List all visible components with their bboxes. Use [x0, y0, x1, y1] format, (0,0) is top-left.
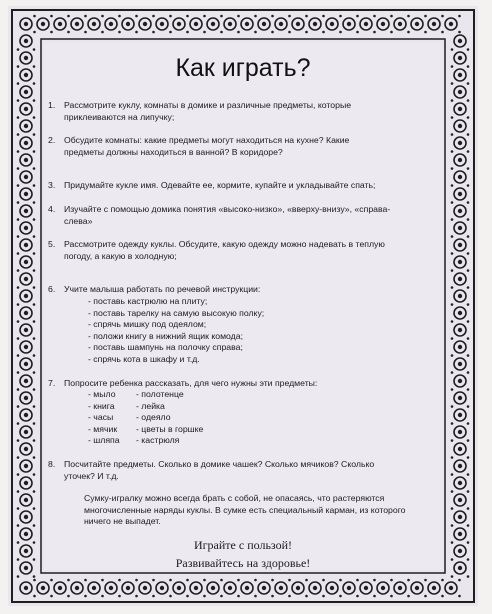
item-number: 4.	[48, 203, 56, 214]
item-line: Рассмотрите одежду куклы. Обсудите, какую одежду можно надевать в теплую	[64, 239, 385, 250]
note-line: многочисленные наряды куклы. В сумке есть специальный карман, из которого	[84, 504, 406, 515]
item-line: Посчитайте предметы. Сколько в домике чашек? Сколько мячиков? Сколько	[64, 459, 375, 470]
content-area	[44, 42, 442, 570]
object-left: - мыло	[88, 389, 116, 400]
object-left: - мячик	[88, 423, 118, 434]
object-right: - лейка	[136, 400, 165, 411]
object-pair	[88, 424, 440, 436]
list-item	[48, 239, 440, 262]
sub-item: - поставь тарелку на самую высокую полку;	[88, 307, 265, 318]
sub-item: - положи книгу в нижний ящик комода;	[88, 330, 243, 341]
object-pair	[88, 412, 440, 424]
object-pair	[88, 401, 440, 413]
closing-wishes	[44, 536, 442, 572]
object-left: - часы	[88, 412, 114, 423]
instruction-list	[48, 100, 440, 482]
item-line: Рассмотрите куклу, комнаты в домике и различные предметы, которые	[64, 100, 352, 110]
object-right: - кастрюля	[136, 435, 180, 446]
item-number: 5.	[48, 239, 56, 250]
item-line: уточек? И т.д.	[64, 470, 119, 481]
item-line: Учите малыша работать по речевой инструкции:	[64, 284, 261, 295]
sub-item: - спрячь кота в шкафу и т.д.	[88, 353, 200, 364]
document-page	[8, 6, 478, 606]
item-number: 8.	[48, 459, 56, 470]
sub-item: - поставь кастрюлю на плиту;	[88, 295, 208, 306]
object-pair	[88, 435, 440, 447]
list-item	[48, 459, 440, 482]
note-line: ничего не выпадет.	[84, 516, 161, 527]
object-right: - одеяло	[136, 412, 171, 423]
list-item	[48, 180, 440, 192]
list-item	[48, 100, 440, 123]
list-item	[48, 378, 440, 448]
item-line: предметы должны находиться в ванной? В коридоре?	[64, 146, 283, 157]
note-line: Сумку-игралку можно всегда брать с собой, не опасаясь, что растеряются	[84, 493, 385, 503]
object-left: - книга	[88, 400, 115, 411]
item-line: Изучайте с помощью домика понятия «высоко-низко», «вверху-внизу», «справа-	[64, 203, 391, 214]
object-right: - полотенце	[136, 389, 184, 400]
item-line: Обсудите комнаты: какие предметы могут находиться на кухне? Какие	[64, 135, 350, 146]
closing-line: Играйте с пользой!	[193, 538, 293, 552]
list-item	[48, 284, 440, 365]
item-number: 7.	[48, 377, 56, 388]
item-line: Попросите ребенка рассказать, для чего нужны эти предметы:	[64, 377, 318, 388]
sub-item: - поставь шампунь на полочку справа;	[88, 342, 243, 353]
sub-item: - спрячь мишку под одеялом;	[88, 319, 207, 330]
object-pair	[88, 389, 440, 401]
item-number: 6.	[48, 284, 56, 295]
page-title: Как играть?	[175, 54, 311, 82]
item-line: приклеиваются на липучку;	[64, 111, 175, 122]
object-right: - цветы в горшке	[136, 423, 204, 434]
closing-line: Развивайтесь на здоровье!	[175, 556, 311, 570]
list-item	[48, 135, 440, 158]
item-line: Придумайте кукле имя. Одевайте ее, кормите, купайте и укладывайте спать;	[64, 180, 376, 191]
bag-note	[84, 493, 434, 528]
item-line: погоду, а какую в холодную;	[64, 250, 177, 261]
item-number: 2.	[48, 135, 56, 146]
list-item	[48, 204, 440, 227]
item-line: слева»	[64, 215, 93, 226]
item-number: 3.	[48, 180, 56, 191]
item-number: 1.	[48, 100, 56, 110]
object-left: - шляпа	[88, 435, 120, 446]
